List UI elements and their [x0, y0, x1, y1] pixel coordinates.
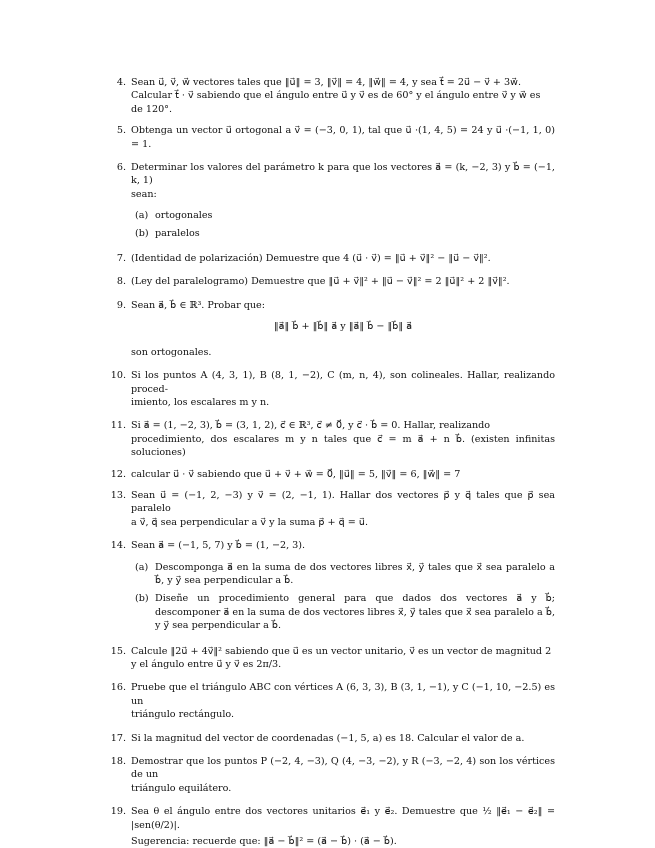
exercise-line: a v⃗, q⃗ sea perpendicular a v⃗ y la suma p⃗ + q⃗ = u⃗. — [131, 516, 369, 528]
exercise-line: y el ángulo entre u⃗ y v⃗ es 2π/3. — [131, 659, 282, 670]
subitem-text: Descomponga a⃗ en la suma de dos vectores libres x⃗, y⃗ tales que x⃗ sea paralelo a b⃗, y y⃗ sea perpendicular a b⃗. — [155, 561, 555, 586]
exercise-number: 8. — [116, 276, 126, 288]
subitem-text: ortogonales — [155, 210, 213, 222]
exercise-number: 19. — [110, 806, 126, 818]
exercise-line: Sean a⃗ = (−1, 5, 7) y b⃗ = (1, −2, 3). — [131, 540, 306, 552]
exercise-10 — [110, 369, 555, 409]
exercise-11 — [110, 419, 555, 459]
display-formula: ‖a⃗‖ b⃗ + ‖b⃗‖ a⃗ y ‖a⃗‖ b⃗ − ‖b⃗‖ a⃗ — [273, 321, 413, 333]
exercise-8 — [118, 275, 555, 288]
exercise-12 — [110, 468, 555, 481]
exercise-16 — [110, 681, 555, 721]
subitem-a — [135, 561, 555, 588]
subitem-label: (a) — [135, 561, 149, 573]
exercise-7 — [118, 252, 555, 265]
exercise-15 — [110, 645, 555, 672]
subitem-label: (b) — [135, 227, 149, 239]
exercise-18 — [110, 755, 555, 795]
exercise-4 — [118, 76, 555, 116]
exercise-5 — [118, 124, 555, 151]
exercise-number: 13. — [110, 489, 126, 501]
exercise-line: procedimiento, dos escalares m y n tales que c⃗ = m a⃗ + n b⃗. (existen infinitas soluciones) — [131, 433, 555, 459]
exercise-line: son ortogonales. — [131, 346, 212, 358]
subitem-b — [135, 227, 555, 240]
subitem-label: (b) — [135, 593, 149, 605]
exercise-number: 6. — [116, 162, 126, 174]
exercise-line: imiento, los escalares m y n. — [131, 396, 270, 408]
exercise-number: 14. — [110, 540, 126, 552]
exercise-number: 12. — [110, 468, 126, 480]
exercise-line: Pruebe que el triángulo ABC con vértices A (6, 3, 3), B (3, 1, −1), y C (−1, 10, −2.5) es un — [131, 682, 555, 707]
exercise-line: (Ley del paralelogramo) Demuestre que ‖u⃗ + v⃗‖² + ‖u⃗ − v⃗‖² = 2 ‖u⃗‖² + 2 ‖v⃗‖². — [131, 276, 510, 288]
exercise-6 — [118, 161, 555, 240]
subitem-text: paralelos — [155, 227, 200, 239]
exercise-14 — [110, 539, 555, 632]
exercise-number: 18. — [110, 756, 126, 768]
exercise-number: 9. — [116, 299, 126, 311]
exercise-line: de 120°. — [131, 103, 173, 115]
exercise-13 — [110, 489, 555, 529]
exercise-line: Si la magnitud del vector de coordenadas (−1, 5, a) es 18. Calcular el valor de a. — [131, 732, 525, 744]
exercise-line: Sean u⃗ = (−1, 2, −3) y v⃗ = (2, −1, 1). Hallar dos vectores p⃗ y q⃗ tales que p⃗ sea paralelo — [131, 489, 555, 515]
exercise-number: 16. — [110, 682, 126, 694]
subitem-a — [135, 209, 555, 222]
exercise-line: Calcular t⃗ · v⃗ sabiendo que el ángulo entre u⃗ y v⃗ es de 60° y el ángulo entre v⃗ y w⃗ es — [131, 90, 541, 102]
exercise-17 — [110, 732, 555, 745]
exercise-number: 7. — [116, 253, 126, 265]
exercise-line: Sean a⃗, b⃗ ∈ ℝ³. Probar que: — [131, 299, 265, 311]
exercise-9 — [118, 299, 555, 359]
exercise-line: triángulo equilátero. — [131, 782, 232, 794]
subitem-b — [135, 592, 555, 632]
exercise-number: 15. — [110, 645, 126, 657]
exercise-number: 5. — [116, 125, 126, 137]
exercise-line: Si los puntos A (4, 3, 1), B (8, 1, −2), C (m, n, 4), son colineales. Hallar, realizando proced- — [131, 370, 555, 395]
exercise-number: 17. — [110, 732, 126, 744]
exercise-number: 10. — [110, 370, 126, 382]
exercise-line: sean: — [131, 188, 157, 200]
exercise-line: Sean u⃗, v⃗, w⃗ vectores tales que ‖u⃗‖ = 3, ‖v⃗‖ = 4, ‖w⃗‖ = 4, y sea t⃗ = 2u⃗ − v⃗ + 3w⃗. — [131, 77, 522, 88]
subitem-label: (a) — [135, 210, 149, 222]
subitem-text: Diseñe un procedimiento general para que dados dos vectores a⃗ y b⃗; descomponer a⃗ en la suma de dos vectores libres x⃗, y⃗ tales que x⃗ sea paralelo a b⃗, y y⃗ sea perpendicular a b⃗. — [155, 593, 555, 632]
exercise-line: Sugerencia: recuerde que: ‖a⃗ − b⃗‖² = (a⃗ − b⃗) · (a⃗ − b⃗). — [131, 836, 397, 848]
exercise-19 — [110, 805, 555, 848]
exercise-line: (Identidad de polarización) Demuestre que 4 (u⃗ · v⃗) = ‖u⃗ + v⃗‖² − ‖u⃗ − v⃗‖². — [131, 253, 491, 265]
exercise-line: calcular u⃗ · v⃗ sabiendo que u⃗ + v⃗ + w⃗ = 0⃗, ‖u⃗‖ = 5, ‖v⃗‖ = 6, ‖w⃗‖ = 7 — [131, 468, 461, 480]
exercise-line: triángulo rectángulo. — [131, 709, 235, 721]
exercise-line: Determinar los valores del parámetro k para que los vectores a⃗ = (k, −2, 3) y b⃗ = (−1, k, 1) — [131, 162, 555, 187]
exercise-line: Si a⃗ = (1, −2, 3), b⃗ = (3, 1, 2), c⃗ ∈ ℝ³, c⃗ ≠ 0⃗, y c⃗ · b⃗ = 0. Hallar, realizando — [131, 420, 491, 432]
exercise-line: Demostrar que los puntos P (−2, 4, −3), Q (4, −3, −2), y R (−3, −2, 4) son los vértices de un — [131, 756, 555, 781]
exercise-number: 11. — [110, 420, 126, 432]
exercise-line: Sea θ el ángulo entre dos vectores unitarios e⃗₁ y e⃗₂. Demuestre que ½ ‖e⃗₁ − e⃗₂‖ = |sen(θ/2)|. — [131, 806, 555, 831]
exercise-line: Obtenga un vector u⃗ ortogonal a v⃗ = (−3, 0, 1), tal que u⃗ ·(1, 4, 5) = 24 y u⃗ ·(−1, 1, 0) = 1. — [131, 125, 555, 150]
exercise-number: 4. — [116, 77, 126, 88]
exercise-line: Calcule ‖2u⃗ + 4v⃗‖² sabiendo que u⃗ es un vector unitario, v⃗ es un vector de magnitud 2 — [131, 645, 552, 657]
exercise-page — [110, 76, 555, 848]
